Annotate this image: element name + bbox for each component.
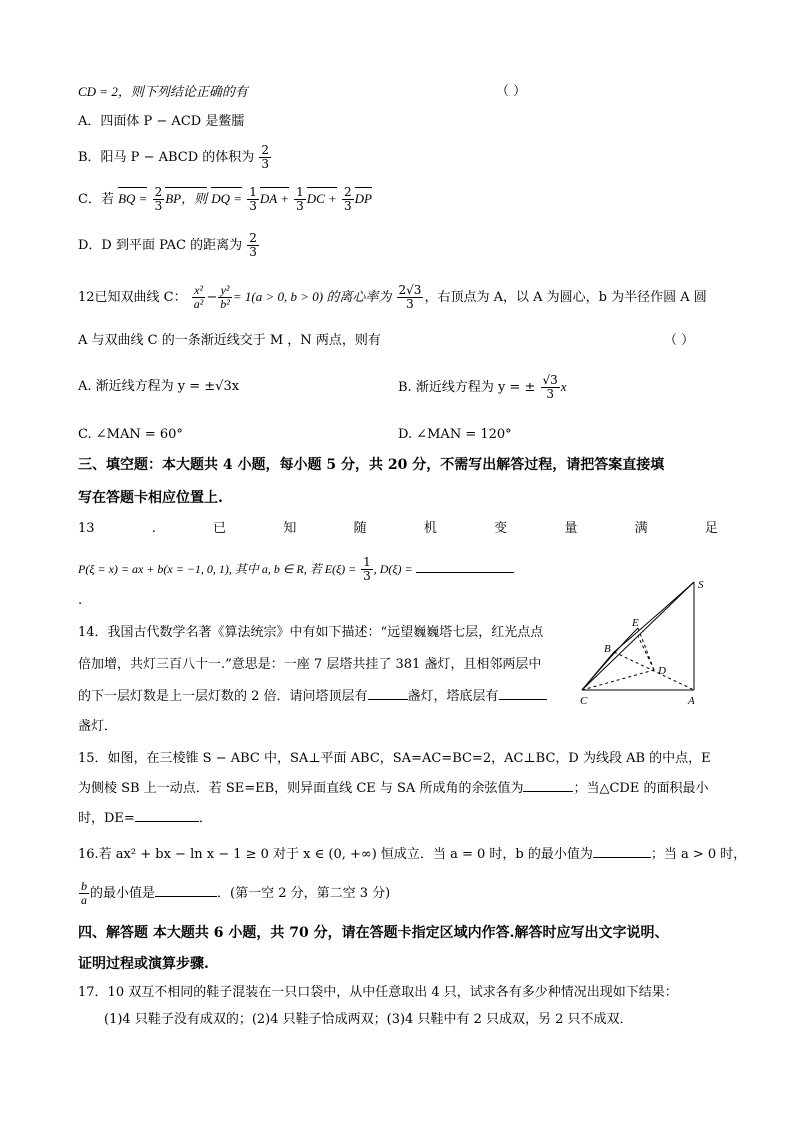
q16-blank-1[interactable] [593,857,651,858]
q14-line4: 盏灯． [78,719,118,734]
edge-ba [614,652,694,690]
q13-dot: . [78,593,83,608]
q16-blank-2[interactable] [155,896,217,897]
section-4-heading: 四、解答题 本大题共 6 小题，共 70 分，请在答题卡指定区域内作答.解答时应写出文字说明、 [78,925,669,941]
q17-line2: (1)4 只鞋子没有成双的；(2)4 只鞋子恰成两双；(3)4 只鞋中有 2 只成双，另 2 只不成双． [104,1012,633,1027]
label-a: A [688,695,695,707]
q13-line1: 13 . 已 知 随 机 变 量 满 足 [78,521,718,536]
label-c: C [580,695,588,707]
label-d: D [658,665,666,677]
q13-answer-blank[interactable] [416,572,514,573]
q11-option-b: B．阳马 P − ABCD 的体积为 $\frac{2}{3}$ [78,143,270,171]
label-b: B [604,643,611,655]
q11-answer-paren: （ ） [496,84,527,99]
q12-option-a: A. 渐近线方程为 y = ±√3x [78,379,240,394]
q11-option-c: C．若 BQ = $\frac{2}{3}$ BP，则 DQ = $\frac{1}{3}$ DA + $\frac{1}{3}$ DC + $\frac{2}{3}$ DP [78,185,372,213]
q16-line2: $\frac{b}{a}$ 的最小值是 ．(第一空 2 分，第二空 3 分) [81,879,391,907]
edge-ed [638,628,654,670]
q13-line2: P(ξ = x) = ax + b(x = −1, 0, 1), 其中 a, b ∈ R, 若 E(ξ) = $\frac{1}{3}$ , D(ξ) = [78,556,514,583]
q12-line1: 12已知双曲线 C： $\frac{\text{x²}}{\text{a²}}$ − $\frac{\text{y²}}{\text{b²}}$ = 1(a > 0, b > 0) 的离心率为 $\frac{2√3}{3}$ ，右顶点为 A，以 A 为圆心，b 为半径作圆 A 圆 [78,283,707,311]
q14-line3: 的下一层灯数是上一层灯数的 2 倍．请问塔顶层有 盏灯，塔底层有 [78,688,547,706]
section-4-heading-cont: 证明过程或演算步骤. [78,956,209,972]
edge-bs [614,582,694,652]
q12-eccentricity-fraction: $\frac{2√3}{3}$ [398,283,422,311]
pyramid-figure [578,578,718,708]
q16-line1: 16.若 ax² + bx − ln x − 1 ≥ 0 对于 x ∈ (0, +∞) 恒成立．当 a = 0 时，b 的最小值为 ；当 a > 0 时， [78,847,747,862]
q11-stem: CD = 2，则下列结论正确的有 [78,84,248,99]
q15-line2: 为侧棱 SB 上一动点．若 SE=EB，则异面直线 CE 与 SA 所成角的余弦值为 ；当△CDE 的面积最小 [78,781,709,796]
q15-line1: 15．如图，在三棱锥 S − ABC 中，SA⊥平面 ABC，SA=AC=BC=2，AC⊥BC，D 为线段 AB 的中点，E [78,751,711,766]
q11-optd-fraction: $\frac{2}{3}$ [249,231,257,259]
q14-blank-bottom[interactable] [499,699,547,700]
q15-blank-cos[interactable] [523,791,573,792]
q14-line2: 倍加增，共灯三百八十一.”意思是：一座 7 层塔共挂了 381 盏灯，且相邻两层中 [78,657,542,672]
q15-blank-de[interactable] [135,821,199,822]
section-3-heading: 三、填空题：本大题共 4 小题，每小题 5 分，共 20 分，不需写出解答过程，请把答案直接填 [78,457,665,473]
edge-ce [582,628,638,690]
q12-line2: A 与双曲线 C 的一条渐近线交于 M ，N 两点，则有 [78,333,381,348]
section-3-heading-cont: 写在答题卡相应位置上. [78,490,223,506]
q12-option-d: D. ∠MAN = 120° [398,427,512,442]
label-e: E [632,617,639,629]
q14-line1: 14．我国古代数学名著《算法统宗》中有如下描述：“远望巍巍塔七层，红光点点 [78,625,544,640]
q14-blank-top[interactable] [368,699,408,700]
q12-option-c: C. ∠MAN = 60° [78,427,183,442]
q12-option-b: B. 渐近线方程为 y = ± $\frac{√3}{3}$ x [398,373,567,401]
q12-answer-paren: （ ） [664,333,695,348]
q11-optb-fraction: $\frac{2}{3}$ [261,143,270,171]
q15-line3: 时，DE= ． [78,811,212,826]
q11-option-a: A．四面体 P − ACD 是鳖臑 [78,114,245,129]
q11-option-d: D．D 到平面 PAC 的距离为 $\frac{2}{3}$ [78,231,257,259]
edge-d-helper [638,636,654,670]
label-s: S [698,579,704,591]
q17-line1: 17．10 双互不相同的鞋子混装在一只口袋中，从中任意取出 4 只，试求各有多少种情况出现如下结果： [78,985,678,1000]
